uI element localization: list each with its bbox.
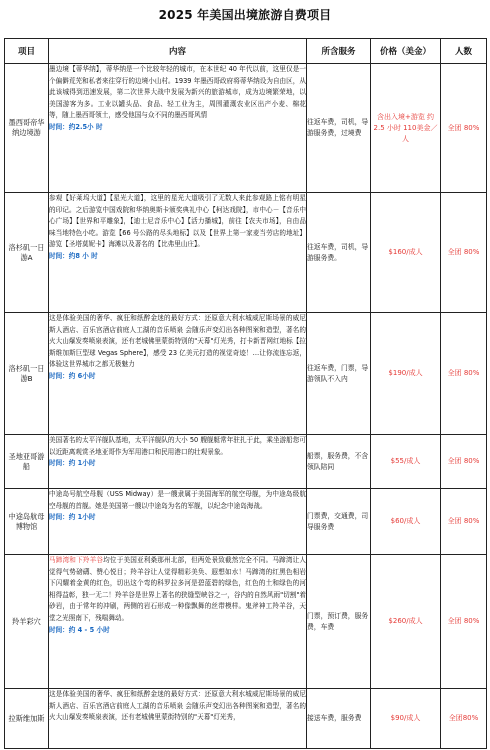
header-service: 所含服务 <box>307 39 371 64</box>
row-time: 时间：约 1小时 <box>49 459 96 468</box>
header-item: 项目 <box>5 39 49 64</box>
row-content <box>49 313 307 435</box>
row-content <box>49 555 307 689</box>
row-count: 全团 80% <box>441 555 487 689</box>
row-item: 墨西哥帝华纳边境游 <box>5 64 49 193</box>
row-content-text: 中途岛号航空母舰（USS Midway）是一艘隶属于美国海军的航空母舰，为中途岛级航空母舰的首舰。她是美国第一艘以中途岛为名的军舰，以纪念中途岛海战。 <box>49 490 306 510</box>
row-content-text: 这是体验美国的奢华、疯狂和纸醉金迷的最好方式：还原意大利水城威尼斯场景的威尼斯人酒店、百乐宫酒店前庭人工湖的音乐喷泉 会随乐声变幻出各种图案和造型，著名的火大山爆发奏喷泉表演，还有老城佛里蒙街特别的"天幕"灯光秀， <box>49 690 306 722</box>
row-item: 洛杉矶一日游B <box>5 313 49 435</box>
header-price: 价格（美金） <box>371 39 441 64</box>
row-count: 全团80% <box>441 689 487 749</box>
table-row <box>5 64 487 193</box>
table-row <box>5 689 487 749</box>
row-service: 接送车费，服务费 <box>307 689 371 749</box>
row-price: $260/成人 <box>371 555 441 689</box>
table-row <box>5 313 487 435</box>
table-row <box>5 193 487 313</box>
row-service: 往返车费，司机，导游服务费。 <box>307 193 371 313</box>
row-time: 时间：约 1小时 <box>49 513 96 522</box>
row-count: 全团 80% <box>441 64 487 193</box>
row-content-text: 参观【好莱坞大道】【星光大道】，这里的星光大道吸引了无数人来此参观路上铭有明星的印记。之后游览中国戏院和华纳奥斯卡颁奖典礼中心【柯达戏院】，市中心－【音乐中心广场】【世界和平雕象】，【迪士尼音乐中心】【活力播城】，前往【农夫市场】，自由品味当地特色小吃。游览【66 号公路的尽头地标】以及【世界上第一家麦当劳店的地址】游览【圣塔莫妮卡】海滩以及著名的【比弗里山庄】。 <box>49 194 306 249</box>
row-content <box>49 193 307 313</box>
row-service: 船票，服务费，不含领队陪同 <box>307 435 371 489</box>
table-row <box>5 489 487 555</box>
row-time: 时间：约 6小时 <box>49 371 96 380</box>
row-count: 全团 80% <box>441 193 487 313</box>
row-price: $55/成人 <box>371 435 441 489</box>
row-content <box>49 689 307 749</box>
row-item: 拉斯维加斯 <box>5 689 49 749</box>
row-item: 羚羊彩穴 <box>5 555 49 689</box>
row-time: 时间：约2.5小 时 <box>49 122 103 131</box>
row-price: $190/成人 <box>371 313 441 435</box>
row-count: 全团 80% <box>441 435 487 489</box>
header-count: 人数 <box>441 39 487 64</box>
row-content-text: 墨边境【蒂华纳】，蒂华纳是一个比较年轻的城市，在本世纪 40 年代以前，这里仅是一个偏僻荒芜和私者来往穿行的边境小山村。1939 年墨西哥政府将蒂华纳设为自由区，从此该城得到迅速发展，第二次世界大战中发展为新兴的旅游城市，成为边境繁荣地，以美国游客为多。工业以罐头品、食品、轻工业为主，周围灌溉农业区出产小麦、棉花等，随上墨西哥领土，感受他国与众不同的墨西哥风情 <box>49 65 306 120</box>
row-price: $160/成人 <box>371 193 441 313</box>
document-title: 2025 年美国出境旅游自费项目 <box>158 8 332 22</box>
row-content-text: 美国著名的太平洋舰队基地，太平洋舰队的大小 50 艘舰艇常年驻扎于此，乘坐游船您可以近距离观赏圣地亚哥作为军用港口和民用港口的壮观景象。 <box>49 436 306 456</box>
row-time: 时间：约 4 - 5 小时 <box>49 625 110 634</box>
row-content <box>49 489 307 555</box>
row-service: 往返车费，司机，导游服务费，过境费 <box>307 64 371 193</box>
row-service: 门票费，交通费，司导服务费 <box>307 489 371 555</box>
row-content-text: 均位于美国亚利桑那州北部，但两处景致截然完全不同。马蹄湾让人觉得气势磅礴、赞心悦目；羚羊谷让人觉得精彩美奂、遐想如水！马蹄湾的红黑色相岩下闪耀着金黄的红色，切出这个弯的科罗拉多河是碧蓝碧的绿色，红色的土和绿色的河相得益彰，独一无二！羚羊谷是世界上著名的狭缝型峡谷之一，谷内的自然风雨"切割"着砂岩，由于常年的冲刷，两侧的岩石形成一种像飘舞的丝带模样。鬼斧神工羚羊谷，天堂之光照南下，残喘舞动。 <box>49 556 307 622</box>
row-content <box>49 435 307 489</box>
row-item: 洛杉矶一日游A <box>5 193 49 313</box>
table-row <box>5 555 487 689</box>
table-row <box>5 435 487 489</box>
row-time: 时间：约8 小 时 <box>49 251 98 260</box>
row-content-text: 这是体验美国的奢华、疯狂和纸醉金迷的最好方式：还原意大利水城威尼斯场景的威尼斯人酒店、百乐宫酒店前庭人工湖的音乐喷泉 会随乐声变幻出各种图案和造型，著名的火大山爆发奏喷泉表演，还有老城佛里蒙街特别的"天幕"灯光秀，打卡新晋网红地标【拉斯维加斯巨型球 Vegas Sphere】，感受 23 亿美元打造的视觉奇迹！…让你流连忘返，体验这世界城市之都无极魅力 <box>49 314 306 369</box>
price-table <box>4 38 487 749</box>
row-content <box>49 64 307 193</box>
row-count: 全团 80% <box>441 313 487 435</box>
row-price: $60/成人 <box>371 489 441 555</box>
row-service: 门票，预订费，服务费，车费 <box>307 555 371 689</box>
row-count: 全团 80% <box>441 489 487 555</box>
row-service: 往返车费，门票，导游领队不入内 <box>307 313 371 435</box>
row-item: 中途岛航母博物馆 <box>5 489 49 555</box>
row-content-lead: 马蹄湾和下羚羊谷 <box>49 556 104 564</box>
row-item: 圣地亚哥游船 <box>5 435 49 489</box>
header-content: 内容 <box>49 39 307 64</box>
row-price: $90/成人 <box>371 689 441 749</box>
table-header-row <box>5 39 487 64</box>
row-price: 含出入境+游览 约 2.5 小时 110美金／人 <box>371 64 441 193</box>
